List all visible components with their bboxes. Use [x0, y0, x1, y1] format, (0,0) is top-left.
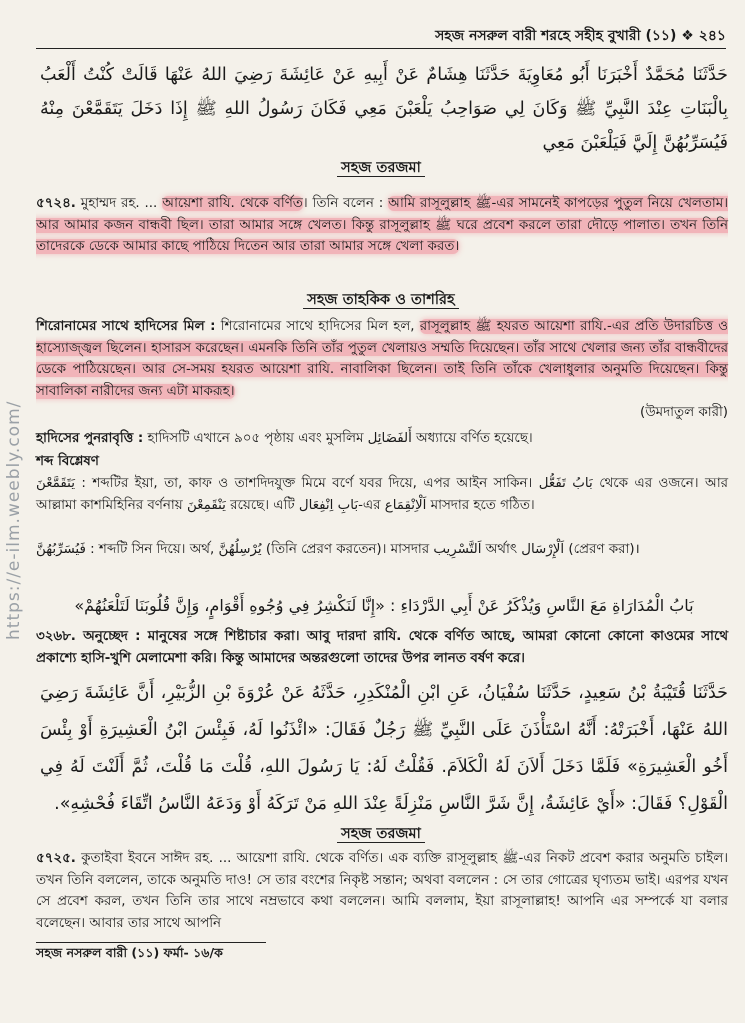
- tahqiq-source: (উমদাতুল কারী): [640, 405, 728, 420]
- tahqiq-paragraph: শিরোনামের সাথে হাদিসের মিল : শিরোনামের সাথে হাদিসের মিল হল, রাসূলুল্লাহ ﷺ হযরত আয়েশা রাযি.-এর প্রতি উদারচিত্ত ও হাস্যোজ্জ্বল ছিলেন। হাসারস করেছেন। এমনকি তিনি তাঁর পুতুল খেলায়ও সম্মতি দিয়েছেন। তাঁর সাথে খেলার জন্য তাঁর বান্ধবীদের ডেকে পাঠিয়েছেন। আর সে-সময় হযরত আয়েশা রাযি. নাবালিকা ছিলেন। তাই তিনি তাঁকে খেলাধুলার অনুমতি দিয়েছেন। কিন্তু সাবালিকা নারীদের জন্য এটা মাকরূহ।: [36, 319, 729, 399]
- footer-divider: [36, 942, 266, 943]
- arabic-hadith-text: حَدَّثَنَا مُحَمَّدٌ أَخْبَرَنَا أَبُو مُعَاوِيَةَ حَدَّثَنَا هِشَامٌ عَنْ أَبِيهِ عَنْ عَائِشَةَ رَضِيَ اللهُ عَنْهَا قَالَتْ كُنْتُ أَلْعَبُ بِالْبَنَاتِ عِنْدَ النَّبِيِّ ﷺ وَكَانَ لِي صَوَاحِبُ يَلْعَبْنَ مَعِي فَكَانَ رَسُولُ اللهِ ﷺ إِذَا دَخَلَ يَتَقَمَّعْنَ مِنْهُ فَيُسَرِّبُهُنَّ إِلَيَّ فَيَلْعَبْنَ مَعِي: [40, 65, 728, 153]
- page-footer: সহজ নসরুল বারী (১১) ফর্মা- ১৬/ক: [36, 945, 223, 960]
- chapter-3268: ৩২৬৮. অনুচ্ছেদ : মানুষের সঙ্গে শিষ্টাচার করা। আবু দারদা রাযি. থেকে বর্ণিত আছে, আমরা কোনো কোনো কাওমের সাথে প্রকাশ্যে হাসি-খুশি মেলামেশা করি। কিন্তু আমাদের অন্তরগুলো তাদের উপর লানত বর্ষণ করে।: [36, 629, 728, 666]
- page-header: [36, 26, 726, 49]
- header-title: সহজ নসরুল বারী শরহে সহীহ বুখারী (১১) ❖ ২৪১: [435, 28, 726, 44]
- word-analysis-item-1: يَتَقَمَّعْنَ : শব্দটির ইয়া, তা, কাফ ও তাশদিদযুক্ত মিমে বর্ণে যবর দিয়ে, এপর আইন সাকিন। بَابُ تَفَعُّل থেকে এর ওজনে। আর আল্লামা কাশমিহিনির বর্ণনায় يَنْقَمِعْنَ রয়েছে। এটি بَابِ اِنْفِعَال-এর اَلْاِنْقِمَاع মাসদার হতে গঠিত।: [36, 476, 728, 513]
- word-analysis-heading: শব্দ বিশ্লেষণ: [36, 454, 99, 469]
- highlight-narrator: আয়েশা রাযি. থেকে বর্ণিত: [162, 196, 303, 211]
- word-analysis-item-2: فَيُسَرِّبُهُنَّ : শব্দটি সিন দিয়ে। অর্থ, يُرْسِلُهُنَّ (তিনি প্রেরণ করতেন)। মাসদার اَلتَّسْرِيب অর্থাৎ اَلْإِرْسَال (প্রেরণ করা)।: [36, 542, 640, 557]
- section-heading-translation-2: সহজ তরজমা: [36, 823, 726, 847]
- highlight-hadith-body: আমি রাসূলুল্লাহ ﷺ-এর সামনেই কাপড়ের পুতুল নিয়ে খেলতাম। আর আমার কজন বান্ধবী ছিল। তারা আমার সঙ্গে খেলত। কিন্তু রাসূলুল্লাহ ﷺ ঘরে প্রবেশ করলে তারা দৌড়ে পালাত। তখন তিনি তাদেরকে ডেকে আমার কাছে পাঠিয়ে দিতেন আর তারা আমার সঙ্গে খেলা করত।: [36, 196, 728, 255]
- arabic-hadith-text-2: حَدَّثَنَا قُتَيْبَةُ بْنُ سَعِيدٍ، حَدَّثَنَا سُفْيَانُ، عَنِ ابْنِ الْمُنْكَدِرِ، حَدَّثَهُ عَنْ عُرْوَةَ بْنِ الزُّبَيْرِ، أَنَّ عَائِشَةَ رَضِيَ اللهُ عَنْهَا، أَخْبَرَتْهُ: أَنَّهُ اسْتَأْذَنَ عَلَى النَّبِيِّ ﷺ رَجُلٌ فَقَالَ: «ائْذَنُوا لَهُ، فَبِئْسَ ابْنُ الْعَشِيرَةِ أَوْ بِئْسَ أَخُو الْعَشِيرَةِ» فَلَمَّا دَخَلَ أَلاَنَ لَهُ الْكَلاَمَ. فَقُلْتُ لَهُ: يَا رَسُولَ اللهِ، قُلْتَ مَا قُلْتَ، ثُمَّ أَلَنْتَ لَهُ فِي الْقَوْلِ؟ فَقَالَ: «أَيْ عَائِشَةُ، إِنَّ شَرَّ النَّاسِ مَنْزِلَةً عِنْدَ اللهِ مَنْ تَرَكَهُ أَوْ وَدَعَهُ النَّاسُ اتِّقَاءَ فُحْشِهِ».: [40, 683, 728, 814]
- watermark-url: https://e-ilm.weebly.com/: [4, 400, 24, 640]
- section-heading-tahqiq: সহজ তাহকিক ও তাশরিহ: [36, 289, 726, 313]
- hadith-5725-translation: ৫৭২৫. কুতাইবা ইবনে সাঈদ রহ. ... আয়েশা রাযি. থেকে বর্ণিত। এক ব্যক্তি রাসূলুল্লাহ ﷺ-এর নিকট প্রবেশ করার অনুমতি চাইল। তখন তিনি বললেন, তাকে অনুমতি দাও! সে তার বংশের নিকৃষ্ট সন্তান; অথবা বললেন : সে তার গোত্রের ঘৃণ্যতম ভাই। এরপর যখন সে প্রবেশ করল, তখন তিনি তার সাথে নম্রভাবে কথা বললেন। আমি বললাম, ইয়া রাসূলাল্লাহ! আপনি এর সম্পর্কে যা বলার বলেছেন। আবার তার সাথে আপনি: [36, 851, 728, 931]
- arabic-chapter-title: بَابُ الْمُدَارَاةِ مَعَ النَّاسِ وَيُذْكَرُ عَنْ أَبِي الدَّرْدَاءِ : «إِنَّا لَنَكْشِرُ فِي وُجُوهِ أَقْوَامٍ، وَإِنَّ قُلُوبَنَا لَتَلْعَنُهُمْ»: [74, 596, 694, 615]
- repetition-note: হাদিসের পুনরাবৃত্তি : হাদিসটি এখানে ৯০৫ পৃষ্ঠায় এবং মুসলিম أَلفَضَائِل অধ্যায়ে বর্ণিত হয়েছে।: [36, 431, 533, 446]
- section-heading-translation: সহজ তরজমা: [36, 157, 726, 181]
- hadith-5724-translation: ৫৭২৪. মুহাম্মদ রহ. ... আয়েশা রাযি. থেকে বর্ণিত। তিনি বলেন : আমি রাসূলুল্লাহ ﷺ-এর সামনেই কাপড়ের পুতুল নিয়ে খেলতাম। আর আমার কজন বান্ধবী ছিল। তারা আমার সঙ্গে খেলত। কিন্তু রাসূলুল্লাহ ﷺ ঘরে প্রবেশ করলে তারা দৌড়ে পালাত। তখন তিনি তাদেরকে ডেকে আমার কাছে পাঠিয়ে দিতেন আর তারা আমার সঙ্গে খেলা করত।: [36, 196, 728, 255]
- highlight-explanation: রাসূলুল্লাহ ﷺ হযরত আয়েশা রাযি.-এর প্রতি উদারচিত্ত ও হাস্যোজ্জ্বল ছিলেন। হাসারস করেছেন। এমনকি তিনি তাঁর পুতুল খেলায়ও সম্মতি দিয়েছেন। তাঁর সাথে খেলার জন্য তাঁর বান্ধবীদের ডেকে পাঠিয়েছেন। আর সে-সময় হযরত আয়েশা রাযি. নাবালিকা ছিলেন। তাই তিনি তাঁকে খেলাধুলার অনুমতি দিয়েছেন। কিন্তু সাবালিকা নারীদের জন্য এটা মাকরূহ।: [36, 319, 729, 399]
